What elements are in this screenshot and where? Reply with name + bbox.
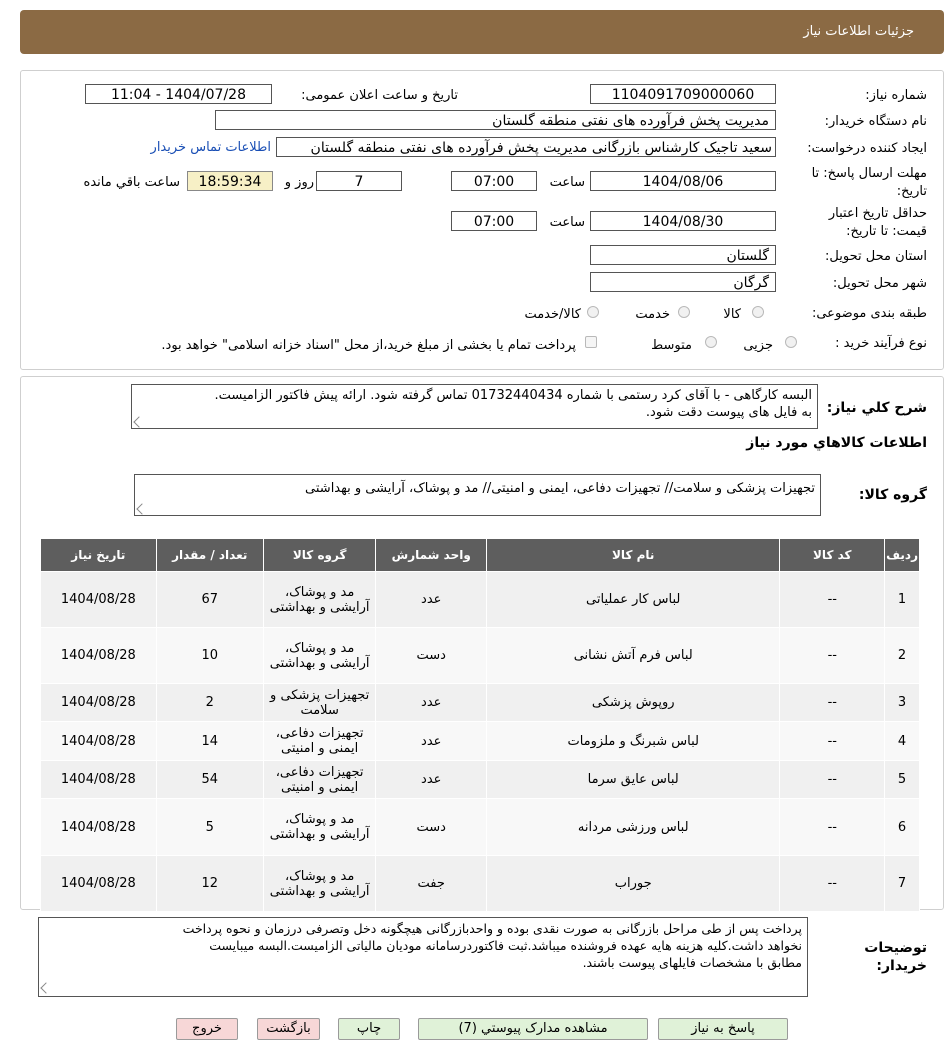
cell-date: 1404/08/28: [41, 761, 157, 799]
back-button[interactable]: بازگشت: [257, 1018, 320, 1040]
summary-line-1: البسه کارگاهی - با آقای کرد رستمی با شماره 01732440434 تماس گرفته شود. ارائه پیش فاکتور الزامیست.: [214, 388, 812, 403]
days-label: روز و: [284, 175, 314, 190]
buyer-notes-label-2: خریدار:: [876, 958, 927, 974]
buyer-org-field: مدیریت پخش فرآورده های نفتی منطقه گلستان: [215, 110, 776, 130]
cell-code: --: [780, 628, 885, 684]
buyer-org-label: نام دستگاه خریدار:: [824, 114, 927, 129]
view-attachments-button[interactable]: مشاهده مدارک پیوستي (7): [418, 1018, 648, 1040]
cell-qty: 14: [156, 722, 263, 761]
buyer-notes-line-2: نخواهد داشت.کلیه هزینه هایه عهده فروشنده میباشد.ثبت فاکتوردرسامانه مودیان مالیاتی الزامیست.البسه میبایست: [209, 938, 802, 953]
validity-time-field: 07:00: [451, 211, 537, 231]
deadline-label: مهلت ارسال پاسخ: تا: [811, 166, 927, 181]
province-field: گلستان: [590, 245, 776, 265]
process-radio-medium[interactable]: [705, 336, 717, 348]
buyer-notes-line-1: پرداخت پس از طی مراحل بازرگانی به صورت نقدی بوده و واحدبازرگانی هیچگونه دخل وتصرفی درزمان و نحوه پرداخت: [182, 921, 802, 936]
creator-field: سعید تاجیک کارشناس بازرگانی مدیریت پخش فرآورده های نفتی منطقه گلستان: [276, 137, 776, 157]
cell-qty: 12: [156, 856, 263, 912]
category-radio-service[interactable]: [678, 306, 690, 318]
treasury-checkbox[interactable]: [585, 336, 597, 348]
table-row: [41, 628, 920, 684]
cell-name: لباس عایق سرما: [487, 761, 780, 799]
cell-unit: دست: [376, 628, 487, 684]
cell-qty: 10: [156, 628, 263, 684]
cell-name: لباس شبرنگ و ملزومات: [487, 722, 780, 761]
category-label: طبقه بندی موضوعی:: [811, 306, 927, 321]
cell-unit: عدد: [376, 684, 487, 722]
days-field: 7: [316, 171, 402, 191]
cell-group: تجهیزات دفاعی، ایمنی و امنیتی: [263, 761, 376, 799]
deadline-time-field: 07:00: [451, 171, 537, 191]
cell-date: 1404/08/28: [41, 722, 157, 761]
col-header-date: تاریخ نیاز: [41, 539, 157, 572]
goods-group-textarea: [134, 474, 821, 516]
cell-unit: دست: [376, 799, 487, 856]
cell-unit: عدد: [376, 722, 487, 761]
table-row: [41, 722, 920, 761]
cell-row: 3: [885, 684, 920, 722]
cell-date: 1404/08/28: [41, 572, 157, 628]
city-label: شهر محل تحویل:: [832, 276, 927, 291]
cell-date: 1404/08/28: [41, 799, 157, 856]
cell-row: 5: [885, 761, 920, 799]
summary-label: شرح کلي نياز:: [826, 400, 927, 416]
cell-code: --: [780, 856, 885, 912]
announce-label: تاریخ و ساعت اعلان عمومی:: [301, 88, 458, 103]
deadline-time-label: ساعت: [549, 175, 585, 190]
deadline-date-field: 1404/08/06: [590, 171, 776, 191]
goods-group-value: تجهیزات پزشکی و سلامت// تجهیزات دفاعی، ایمنی و امنیتی// مد و پوشاک، آرایشی و بهداشتی: [305, 481, 815, 496]
cell-group: مد و پوشاک، آرایشی و بهداشتی: [263, 628, 376, 684]
goods-table: [40, 538, 920, 912]
cell-row: 7: [885, 856, 920, 912]
cell-name: جوراب: [487, 856, 780, 912]
cell-qty: 2: [156, 684, 263, 722]
table-header-row: [41, 539, 920, 572]
reply-button[interactable]: پاسخ به نیاز: [658, 1018, 788, 1040]
col-header-qty: تعداد / مقدار: [156, 539, 263, 572]
remaining-label: ساعت باقي مانده: [83, 175, 180, 190]
print-button[interactable]: چاپ: [338, 1018, 400, 1040]
table-row: [41, 761, 920, 799]
cell-row: 2: [885, 628, 920, 684]
goods-group-label: گروه کالا:: [858, 487, 927, 503]
cell-row: 4: [885, 722, 920, 761]
cell-group: تجهیزات دفاعی، ایمنی و امنیتی: [263, 722, 376, 761]
cell-group: مد و پوشاک، آرایشی و بهداشتی: [263, 572, 376, 628]
category-option-goods: کالا: [723, 307, 741, 322]
cell-code: --: [780, 722, 885, 761]
buyer-notes-textarea: [38, 917, 808, 997]
cell-name: لباس ورزشی مردانه: [487, 799, 780, 856]
validity-label: حداقل تاریخ اعتبار: [828, 206, 927, 221]
cell-code: --: [780, 572, 885, 628]
category-option-service: خدمت: [635, 307, 670, 322]
validity-date-field: 1404/08/30: [590, 211, 776, 231]
cell-date: 1404/08/28: [41, 856, 157, 912]
process-label: نوع فرآیند خرید :: [835, 336, 927, 351]
need-number-label: شماره نیاز:: [865, 88, 927, 103]
cell-unit: عدد: [376, 761, 487, 799]
cell-name: لباس کار عملیاتی: [487, 572, 780, 628]
summary-line-2: به فایل های پیوست دقت شود.: [645, 405, 812, 420]
page-title: جزئیات اطلاعات نیاز: [803, 24, 914, 39]
process-option-minor: جزیی: [743, 338, 773, 353]
cell-name: روپوش پزشکی: [487, 684, 780, 722]
announce-datetime-field: 1404/07/28 - 11:04: [85, 84, 272, 104]
col-header-unit: واحد شمارش: [376, 539, 487, 572]
cell-qty: 54: [156, 761, 263, 799]
category-radio-goods-service[interactable]: [587, 306, 599, 318]
cell-group: تجهیزات پزشکی و سلامت: [263, 684, 376, 722]
cell-qty: 5: [156, 799, 263, 856]
cell-group: مد و پوشاک، آرایشی و بهداشتی: [263, 799, 376, 856]
col-header-group: گروه کالا: [263, 539, 376, 572]
cell-row: 1: [885, 572, 920, 628]
province-label: استان محل تحویل:: [825, 249, 927, 264]
cell-row: 6: [885, 799, 920, 856]
validity-label-date: قیمت: تا تاریخ:: [846, 224, 927, 239]
cell-qty: 67: [156, 572, 263, 628]
table-row: [41, 572, 920, 628]
summary-textarea: [131, 384, 818, 429]
buyer-notes-line-3: مطابق با مشخصات فایلهای پیوست باشند.: [582, 955, 802, 970]
goods-info-title: اطلاعات کالاهاي مورد نياز: [746, 435, 927, 451]
table-row: [41, 856, 920, 912]
buyer-notes-label: توضیحات: [864, 940, 927, 956]
cell-unit: عدد: [376, 572, 487, 628]
buyer-contact-link[interactable]: اطلاعات تماس خریدار: [150, 140, 271, 155]
need-number-field: 1104091709000060: [590, 84, 776, 104]
col-header-row: ردیف: [885, 539, 920, 572]
deadline-label-date: تاریخ:: [896, 184, 927, 199]
cell-code: --: [780, 799, 885, 856]
table-row: [41, 684, 920, 722]
cell-code: --: [780, 684, 885, 722]
cell-group: مد و پوشاک، آرایشی و بهداشتی: [263, 856, 376, 912]
remaining-timer: 18:59:34: [187, 171, 273, 191]
category-option-goods-service: کالا/خدمت: [524, 307, 581, 322]
cell-date: 1404/08/28: [41, 628, 157, 684]
exit-button[interactable]: خروج: [176, 1018, 238, 1040]
cell-unit: جفت: [376, 856, 487, 912]
cell-date: 1404/08/28: [41, 684, 157, 722]
col-header-name: نام کالا: [487, 539, 780, 572]
cell-code: --: [780, 761, 885, 799]
category-radio-goods[interactable]: [752, 306, 764, 318]
table-row: [41, 799, 920, 856]
creator-label: ایجاد کننده درخواست:: [807, 141, 927, 156]
treasury-note: پرداخت تمام یا بخشی از مبلغ خرید،از محل "اسناد خزانه اسلامی" خواهد بود.: [161, 338, 576, 353]
process-option-medium: متوسط: [651, 338, 692, 353]
process-radio-minor[interactable]: [785, 336, 797, 348]
cell-name: لباس فرم آتش نشانی: [487, 628, 780, 684]
col-header-code: کد کالا: [780, 539, 885, 572]
validity-time-label: ساعت: [549, 215, 585, 230]
city-field: گرگان: [590, 272, 776, 292]
